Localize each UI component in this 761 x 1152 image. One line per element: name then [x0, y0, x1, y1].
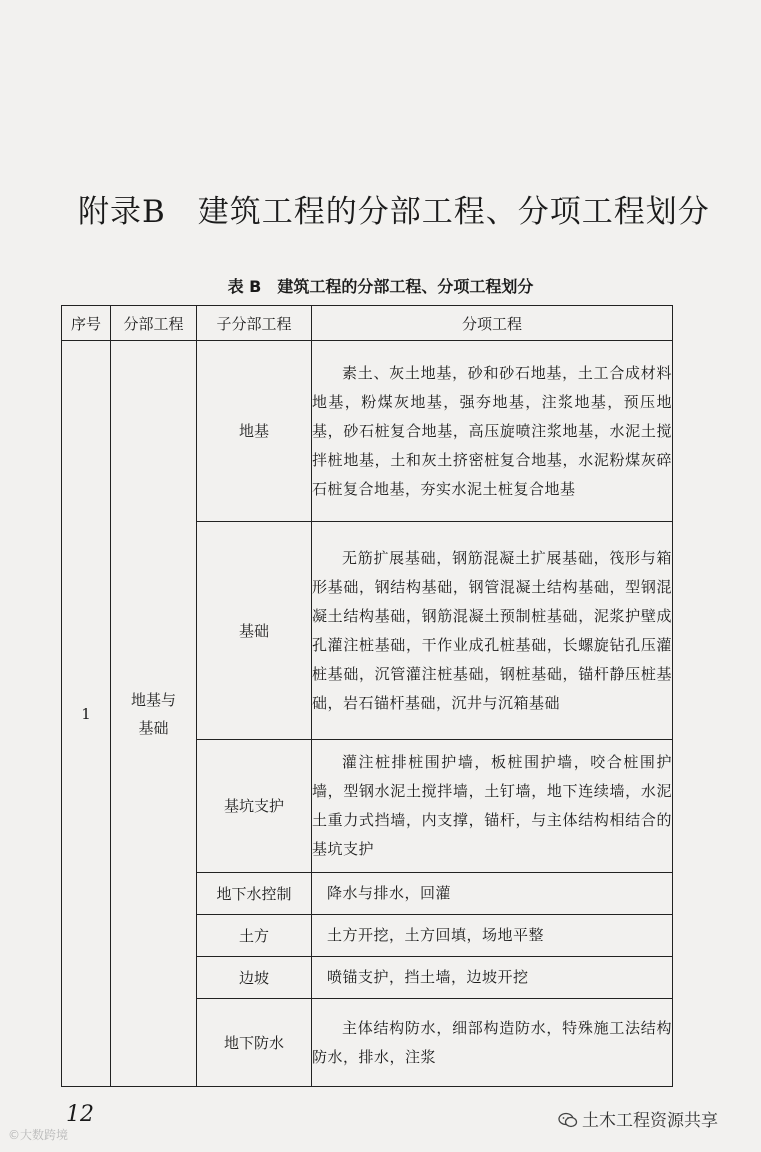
wechat-icon [558, 1112, 578, 1128]
page-title: 附录B 建筑工程的分部工程、分项工程划分 [78, 194, 710, 230]
subdivision-cell: 地下防水 [197, 999, 312, 1087]
watermark-text: 土木工程资源共享 [582, 1111, 718, 1131]
seq-cell: 1 [62, 341, 111, 1087]
subdivision-cell: 基坑支护 [197, 740, 312, 873]
subdivision-cell: 地下水控制 [197, 873, 312, 915]
items-cell: 降水与排水，回灌 [312, 873, 673, 915]
header-subdivision: 子分部工程 [197, 306, 312, 341]
header-seq: 序号 [62, 306, 111, 341]
items-cell: 土方开挖，土方回填，场地平整 [312, 915, 673, 957]
subdivision-cell: 基础 [197, 522, 312, 740]
header-division: 分部工程 [111, 306, 197, 341]
items-cell: 喷锚支护，挡土墙，边坡开挖 [312, 957, 673, 999]
subdivision-cell: 地基 [197, 341, 312, 522]
table-caption: 表 B 建筑工程的分部工程、分项工程划分 [227, 277, 534, 296]
header-items: 分项工程 [312, 306, 673, 341]
page-number: 12 [66, 1102, 94, 1127]
items-cell: 素土、灰土地基，砂和砂石地基，土工合成材料地基，粉煤灰地基，强夯地基，注浆地基，预压地基，砂石桩复合地基，高压旋喷注浆地基，水泥土搅拌桩地基，土和灰土挤密桩复合地基，水泥粉煤灰碎石桩复合地基，夯实水泥土桩复合地基 [312, 341, 673, 522]
table-header-row [62, 306, 673, 341]
items-cell: 主体结构防水，细部构造防水，特殊施工法结构防水，排水，注浆 [312, 999, 673, 1087]
items-cell: 无筋扩展基础，钢筋混凝土扩展基础，筏形与箱形基础，钢结构基础，钢管混凝土结构基础，型钢混凝土结构基础，钢筋混凝土预制桩基础，泥浆护壁成孔灌注桩基础，干作业成孔桩基础，长螺旋钻孔压灌桩基础，沉管灌注桩基础，钢桩基础，锚杆静压桩基础，岩石锚杆基础，沉井与沉箱基础 [312, 522, 673, 740]
wechat-watermark [558, 1106, 718, 1131]
items-cell: 灌注桩排桩围护墙，板桩围护墙，咬合桩围护墙，型钢水泥土搅拌墙，土钉墙，地下连续墙，水泥土重力式挡墙，内支撑，锚杆，与主体结构相结合的基坑支护 [312, 740, 673, 873]
subdivision-cell: 土方 [197, 915, 312, 957]
subdivision-cell: 边坡 [197, 957, 312, 999]
division-table [61, 305, 673, 1087]
division-cell: 地基与 基础 [111, 341, 197, 1087]
corner-watermark: ©大数跨境 [8, 1128, 69, 1142]
table-row [62, 341, 673, 522]
